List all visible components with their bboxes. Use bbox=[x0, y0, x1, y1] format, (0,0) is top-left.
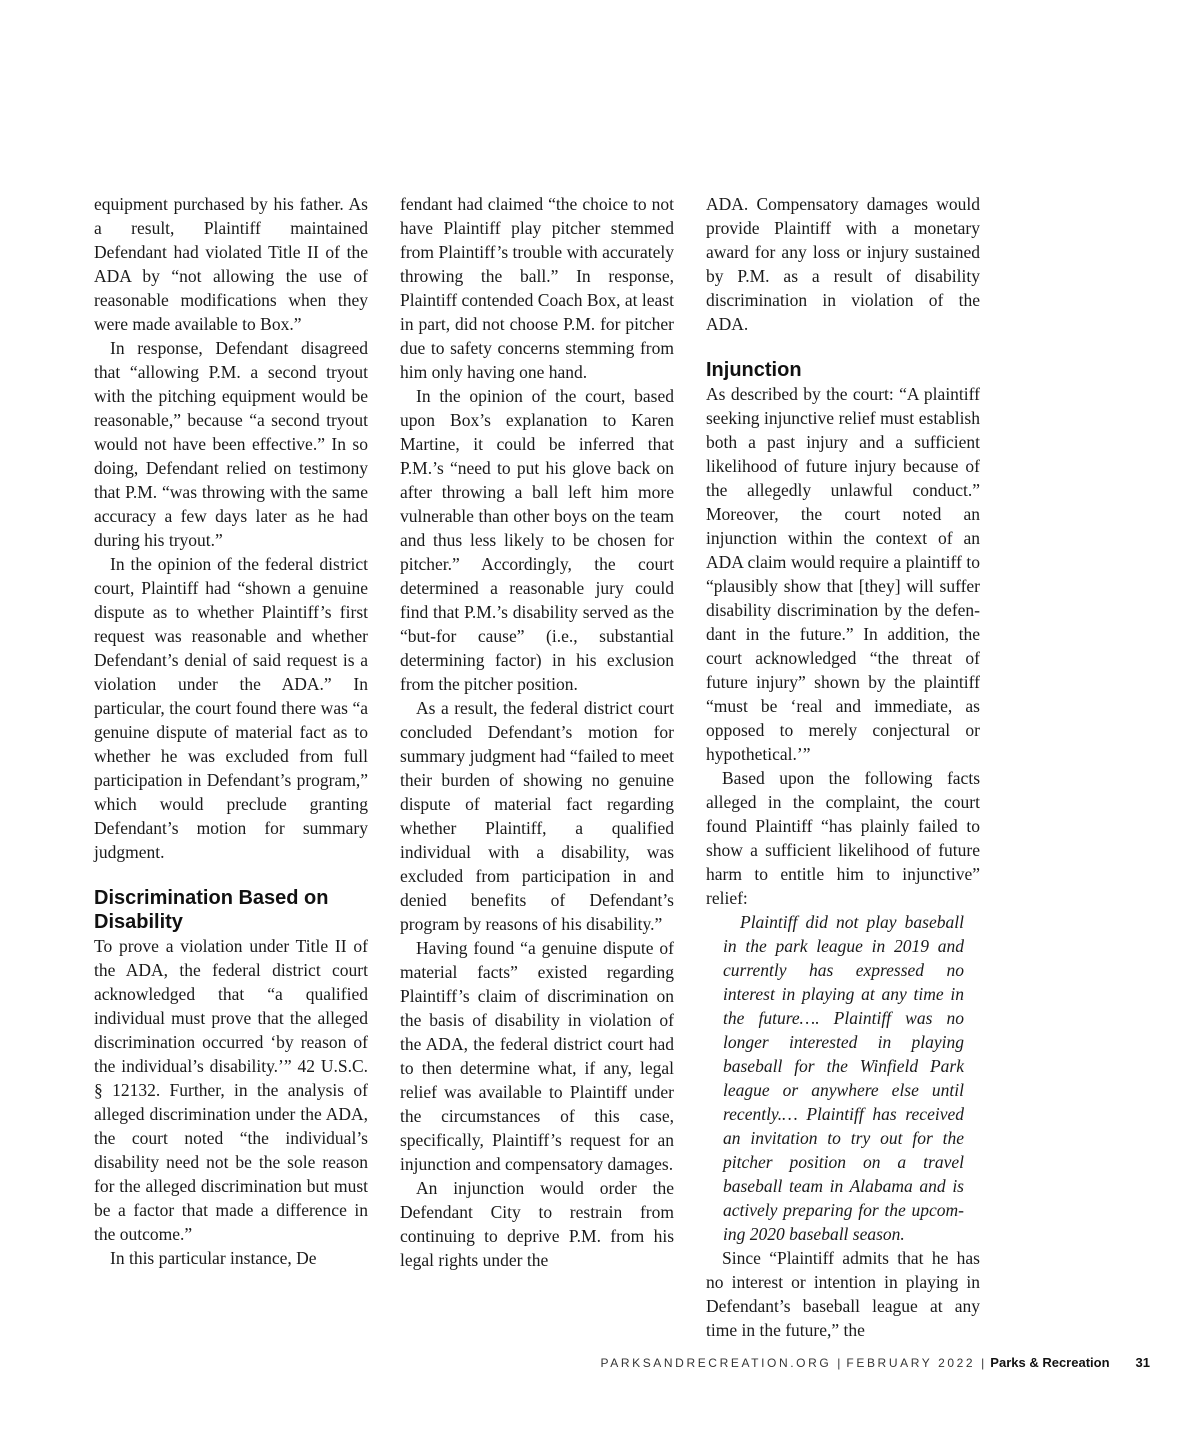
paragraph: As a result, the federal district court concluded Defendant’s motion for summary judgment had “failed to meet their burden of showing no genuine dispute of material fact regarding whether Plaintiff, a qualified individual with a disability, was excluded from participation in and denied benefits of Defendant’s program by reasons of his disability.” bbox=[400, 698, 674, 934]
paragraph: In the opinion of the federal district court, Plaintiff had “shown a genuine dispute as to whether Plaintiff’s first request was reasonable and whether Defendant’s denial of said request is a violation under the ADA.” In particular, the court found there was “a genuine dispute of material fact as to whether he was excluded from full participation in Defendant’s program,” which would preclude granting Defendant’s motion for summary judgment. bbox=[94, 554, 368, 862]
paragraph: equipment purchased by his father. As a result, Plaintiff maintained Defendant had violated Title II of the ADA by “not allowing the use of reasonable modifications when they were made available to Box.” bbox=[94, 194, 368, 334]
paragraph: An injunction would order the Defendant City to restrain from continuing to deprive P.M. from his legal rights under the bbox=[400, 1178, 674, 1270]
section-heading-injunction: Injunction bbox=[706, 359, 802, 381]
paragraph: In response, Defendant disagreed that “allowing P.M. a second tryout with the pitching equipment would be reasonable,” because “a second tryout would not have been effective.” In so doing, Defendant relied on testimony that P.M. “was throwing with the same accuracy a few days later as he had during his tryout.” bbox=[94, 338, 368, 550]
footer-issue-date: FEBRUARY 2022 bbox=[846, 1356, 976, 1370]
paragraph: In this particular instance, De bbox=[110, 1248, 317, 1268]
text-column-3 bbox=[706, 192, 980, 1342]
paragraph: Since “Plaintiff admits that he has no interest or intention in playing in Defendant’s baseball league at any time in the future,” the bbox=[706, 1248, 980, 1340]
paragraph: ADA. Compensatory damages would provide Plaintiff with a monetary award for any loss or injury sustained by P.M. as a result of disability discrimination in violation of the ADA. bbox=[706, 194, 980, 334]
footer-separator: | bbox=[981, 1356, 985, 1370]
footer-separator: | bbox=[837, 1356, 841, 1370]
text-column-2 bbox=[400, 192, 674, 1272]
paragraph: Having found “a genuine dispute of material facts” existed regarding Plaintiff’s claim of discrimination on the basis of disability in violation of the ADA, the federal district court had to then determine what, if any, legal relief was available to Plaintiff under the circumstances of this case, specifically, Plaintiff’s request for an injunction and compensatory damages. bbox=[400, 938, 674, 1174]
paragraph: In the opinion of the court, based upon Box’s explanation to Karen Martine, it could be inferred that P.M.’s “need to put his glove back on after throwing a ball left him more vulnerable than other boys on the team and thus less likely to be chosen for pitcher.” Accordingly, the court determined a reasonable jury could find that P.M.’s disability served as the “but-for cause” (i.e., substantial determining factor) in his exclusion from the pitcher position. bbox=[400, 386, 674, 694]
page-number: 31 bbox=[1135, 1355, 1150, 1370]
paragraph: Based upon the following facts alleged in the complaint, the court found Plaintiff “has plainly failed to show a sufficient likelihood of future harm to entitle him to injunctive” relief: bbox=[706, 768, 980, 908]
paragraph: fendant had claimed “the choice to not have Plaintiff play pitcher stemmed from Plaintiff’s trouble with accurately throwing the ball.” In response, Plaintiff contended Coach Box, at least in part, did not choose P.M. for pitcher due to safety concerns stemming from him only having one hand. bbox=[400, 194, 674, 382]
text-column-1 bbox=[94, 192, 368, 1270]
section-heading-discrimination: Discrimination Based on Disability bbox=[94, 887, 329, 933]
page-footer bbox=[601, 1355, 1150, 1371]
block-quote: Plaintiff did not play baseball in the park league in 2019 and currently has expressed no interest in playing at any time in the future…. Plaintiff was no longer interested in playing baseball for the Winfield Park league or anywhere else until recently.… Plaintiff has received an invitation to try out for the pitcher position on a travel baseball team in Alabama and is actively preparing for the upcoming 2020 baseball season. bbox=[723, 912, 964, 1244]
footer-magazine-name: Parks & Recreation bbox=[990, 1355, 1110, 1370]
paragraph: To prove a violation under Title II of the ADA, the federal district court acknowledged that “a qualified individual must prove that the alleged discrimination occurred ‘by reason of the individual’s disability.’” 42 U.S.C. § 12132. Further, in the analysis of alleged discrimination under the ADA, the court noted “the individual’s disability need not be the sole reason for the alleged discrimination but must be a factor that made a difference in the outcome.” bbox=[94, 936, 368, 1244]
footer-website: PARKSANDRECREATION.ORG bbox=[600, 1356, 832, 1370]
paragraph: As described by the court: “A plaintiff seeking injunctive relief must establish both a past injury and a sufficient likelihood of future injury because of the allegedly unlawful conduct.” Moreover, the court noted an injunction within the context of an ADA claim would require a plaintiff to “plausibly show that [they] will suffer disability discrimination by the defendant in the future.” In addition, the court acknowledged “the threat of future injury” shown by the plaintiff “must be ‘real and immediate, as opposed to merely conjectural or hypothetical.’” bbox=[706, 384, 980, 764]
